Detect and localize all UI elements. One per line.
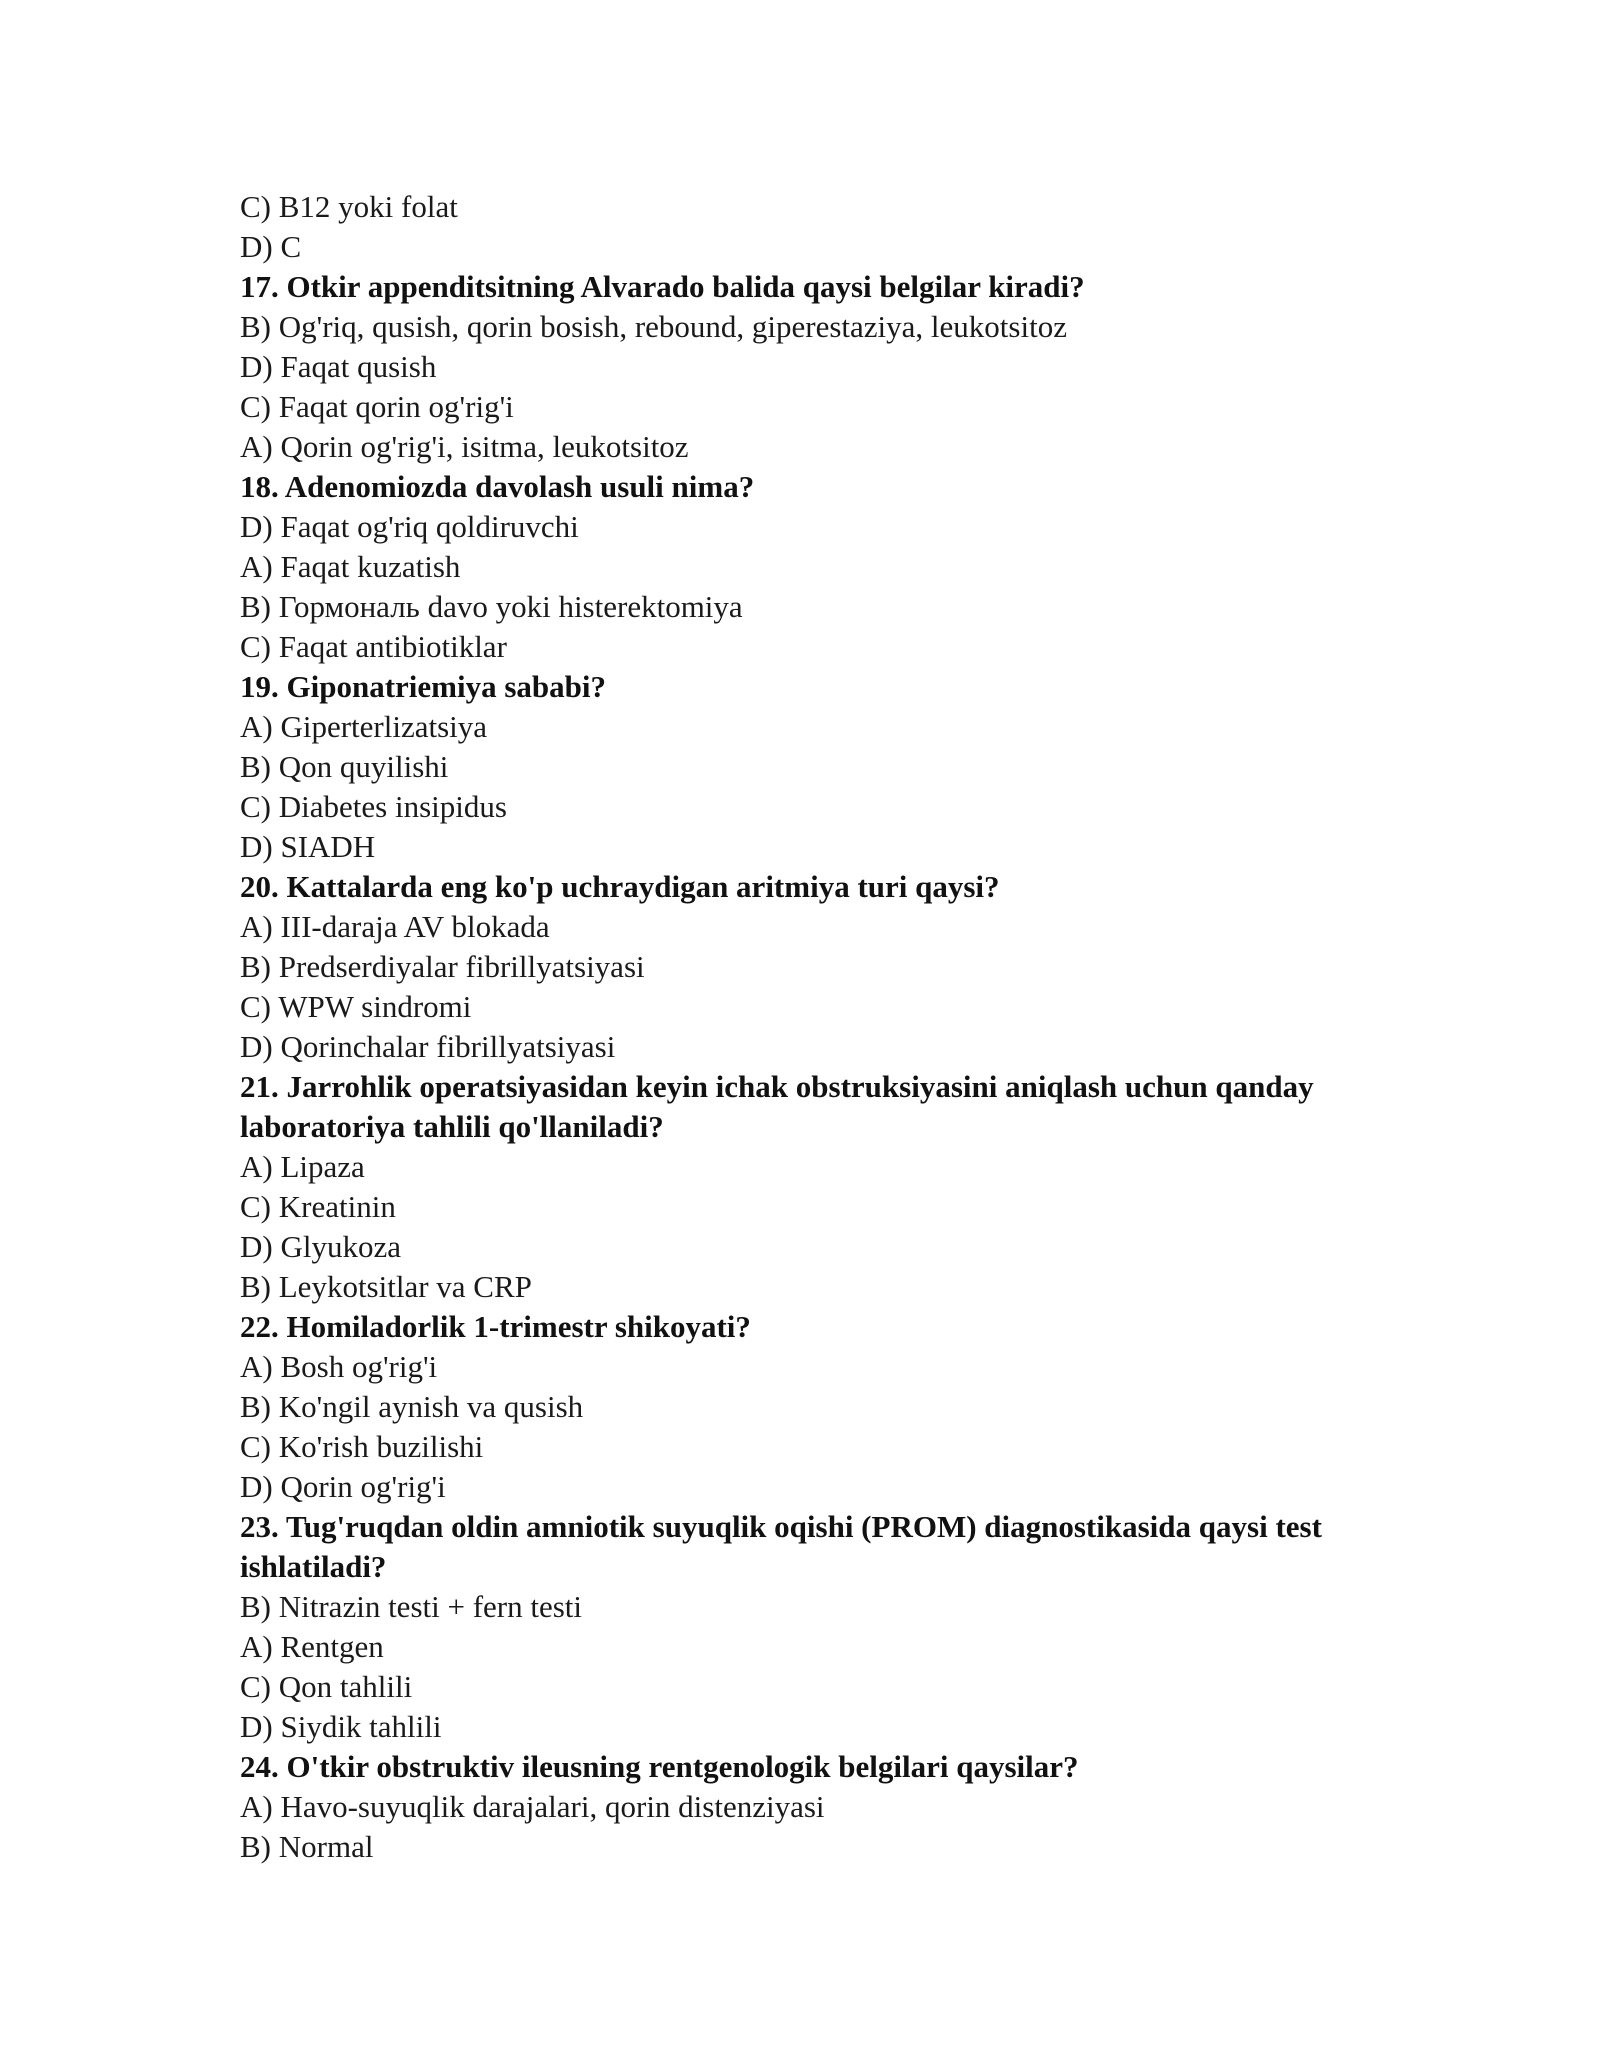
answer-option: D) Faqat og'riq qoldiruvchi (240, 509, 579, 544)
answer-option: A) Qorin og'rig'i, isitma, leukotsitoz (240, 429, 689, 464)
answer-option: B) Qon quyilishi (240, 749, 449, 784)
answer-option: A) Faqat kuzatish (240, 549, 461, 584)
answer-option: A) III-daraja AV blokada (240, 909, 550, 944)
answer-option: A) Bosh og'rig'i (240, 1349, 438, 1384)
answer-option: A) Lipaza (240, 1149, 365, 1184)
answer-option: D) Qorin og'rig'i (240, 1469, 446, 1504)
document-page (240, 187, 1360, 1867)
question-text: 24. O'tkir obstruktiv ileusning rentgenologik belgilari qaysilar? (240, 1749, 1079, 1784)
answer-option: C) WPW sindromi (240, 989, 472, 1024)
answer-option: C) B12 yoki folat (240, 189, 458, 224)
answer-option: B) Normal (240, 1829, 374, 1864)
answer-option: C) Qon tahlili (240, 1669, 413, 1704)
answer-option: D) SIADH (240, 829, 376, 864)
question-text: 22. Homiladorlik 1-trimestr shikoyati? (240, 1309, 751, 1344)
answer-option: D) Faqat qusish (240, 349, 437, 384)
question-text: 23. Tug'ruqdan oldin amniotik suyuqlik oqishi (PROM) diagnostikasida qaysi test ishlatiladi? (240, 1509, 1322, 1584)
answer-option: C) Faqat qorin og'rig'i (240, 389, 514, 424)
answer-option: C) Kreatinin (240, 1189, 396, 1224)
question-text: 18. Adenomiozda davolash usuli nima? (240, 469, 755, 504)
answer-option: D) Glyukoza (240, 1229, 401, 1264)
answer-option: B) Predserdiyalar fibrillyatsiyasi (240, 949, 645, 984)
answer-option: D) Qorinchalar fibrillyatsiyasi (240, 1029, 616, 1064)
answer-option: B) Nitrazin testi + fern testi (240, 1589, 583, 1624)
answer-option: C) Ko'rish buzilishi (240, 1429, 484, 1464)
answer-option: B) Og'riq, qusish, qorin bosish, rebound, giperestaziya, leukotsitoz (240, 309, 1067, 344)
answer-option: D) C (240, 229, 302, 264)
question-text: 19. Giponatriemiya sababi? (240, 669, 607, 704)
question-text: 21. Jarrohlik operatsiyasidan keyin ichak obstruksiyasini aniqlash uchun qanday laboratoriya tahlili qo'llaniladi? (240, 1069, 1314, 1144)
answer-option: B) Leykotsitlar va CRP (240, 1269, 532, 1304)
answer-option: C) Diabetes insipidus (240, 789, 507, 824)
answer-option: D) Siydik tahlili (240, 1709, 442, 1744)
question-text: 17. Otkir appenditsitning Alvarado balida qaysi belgilar kiradi? (240, 269, 1085, 304)
answer-option: B) Гормональ davo yoki histerektomiya (240, 589, 743, 624)
answer-option: B) Ko'ngil aynish va qusish (240, 1389, 584, 1424)
answer-option: A) Havo-suyuqlik darajalari, qorin distenziyasi (240, 1789, 825, 1824)
answer-option: C) Faqat antibiotiklar (240, 629, 507, 664)
question-text: 20. Kattalarda eng ko'p uchraydigan aritmiya turi qaysi? (240, 869, 1000, 904)
answer-option: A) Giperterlizatsiya (240, 709, 488, 744)
answer-option: A) Rentgen (240, 1629, 384, 1664)
